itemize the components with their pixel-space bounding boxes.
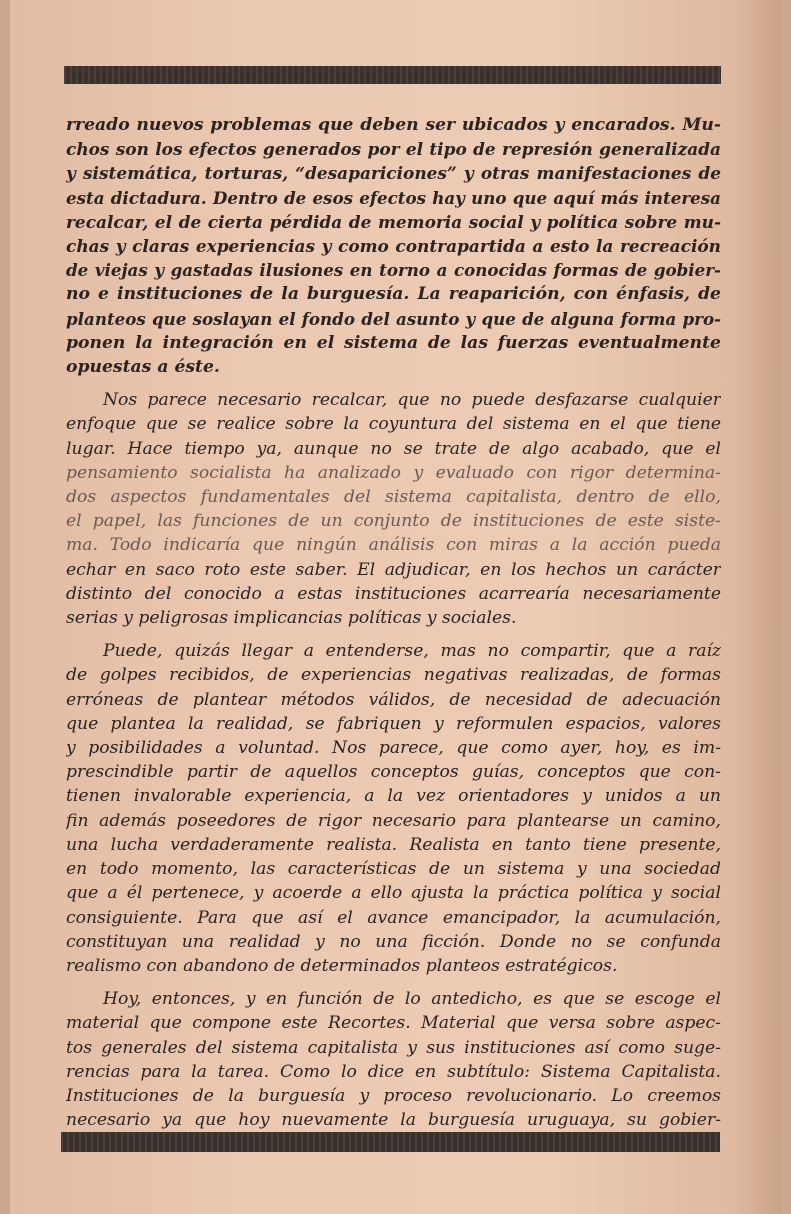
text-line: material que compone este Recortes. Material que versa sobre aspec- [66,1013,721,1034]
text-line: dos aspectos fundamentales del sistema capitalista, dentro de ello, [66,487,721,508]
text-line: constituyan una realidad y no una ficción. Donde no se confunda [66,931,721,952]
text-line: y posibilidades a voluntad. Nos parece, que como ayer, hoy, es im- [66,738,721,759]
bottom-decorative-bar [61,1132,720,1152]
text-line: erróneas de plantear métodos válidos, de necesidad de adecuación [66,689,721,710]
text-line: enfoque que se realice sobre la coyuntura del sistema en el que tiene [66,414,721,435]
text-line: de golpes recibidos, de experiencias negativas realizadas, de formas [66,665,721,686]
text-line: fin además poseedores de rigor necesario para plantearse un camino, [66,810,721,831]
top-decorative-bar [64,66,721,84]
paragraph-4 [66,987,721,1132]
paragraph-1 [66,113,721,379]
text-line: serias y peligrosas implicancias políticas y sociales. [66,608,517,629]
text-line: tienen invalorable experiencia, a la vez orientadores y unidos a un [66,786,721,807]
text-line: esta dictadura. Dentro de esos efectos hay uno que aquí más interesa [66,187,721,208]
text-line: distinto del conocido a estas instituciones acarrearía necesariamente [66,583,721,604]
text-line: chas y claras experiencias y como contrapartida a esto la recreación [66,236,721,257]
text-line: y sistemática, torturas, “desapariciones” y otras manifestaciones de [66,163,721,184]
text-line: recalcar, el de cierta pérdida de memoria social y política sobre mu- [66,211,721,232]
text-line: realismo con abandono de determinados planteos estratégicos. [66,955,618,976]
text-line: lugar. Hace tiempo ya, aunque no se trate de algo acabado, que el [66,438,721,459]
text-line: rencias para la tarea. Como lo dice en subtítulo: Sistema Capitalista. [66,1061,721,1082]
text-line: una lucha verdaderamente realista. Realista en tanto tiene presente, [66,834,721,855]
text-line: el papel, las funciones de un conjunto de instituciones de este siste- [66,511,721,532]
text-line: Puede, quizás llegar a entenderse, mas no compartir, que a raíz [103,641,721,662]
text-line: en todo momento, las características de un sistema y una sociedad [66,859,721,880]
text-line: que plantea la realidad, se fabriquen y reformulen espacios, valores [66,713,721,734]
text-line: prescindible partir de aquellos conceptos guías, conceptos que con- [66,762,721,783]
paragraph-2 [66,388,721,630]
text-line: consiguiente. Para que así el avance emancipador, la acumulación, [66,907,721,928]
text-line: echar en saco roto este saber. El adjudicar, en los hechos un carácter [66,559,721,580]
text-line: rreado nuevos problemas que deben ser ubicados y encarados. Mu- [66,115,721,135]
text-line: necesario ya que hoy nuevamente la burguesía uruguaya, su gobier- [66,1110,721,1131]
text-line: planteos que soslayan el fondo del asunto y que de alguna forma pro- [66,308,721,329]
text-line: Hoy, entonces, y en función de lo antedicho, es que se escoge el [103,989,721,1010]
text-line: tos generales del sistema capitalista y sus instituciones así como suge- [66,1037,721,1058]
text-line: Instituciones de la burguesía y proceso revolucionario. Lo creemos [66,1085,721,1106]
text-line: no e instituciones de la burguesía. La reaparición, con énfasis, de [66,284,721,305]
text-line: ponen la integración en el sistema de las fuerzas eventualmente [66,332,721,353]
text-line: de viejas y gastadas ilusiones en torno a conocidas formas de gobier- [66,260,721,281]
text-line: ma. Todo indicaría que ningún análisis con miras a la acción pueda [66,535,721,556]
text-line: pensamiento socialista ha analizado y evaluado con rigor determina- [66,462,721,483]
text-line: que a él pertenece, y acoerde a ello ajusta la práctica política y social [66,883,721,904]
text-line: opuestas a éste. [66,357,220,378]
paragraph-3 [66,639,721,978]
text-line: Nos parece necesario recalcar, que no puede desfazarse cualquier [103,390,721,411]
body-text [66,113,721,1141]
text-line: chos son los efectos generados por el tipo de represión generalizada [66,139,721,160]
